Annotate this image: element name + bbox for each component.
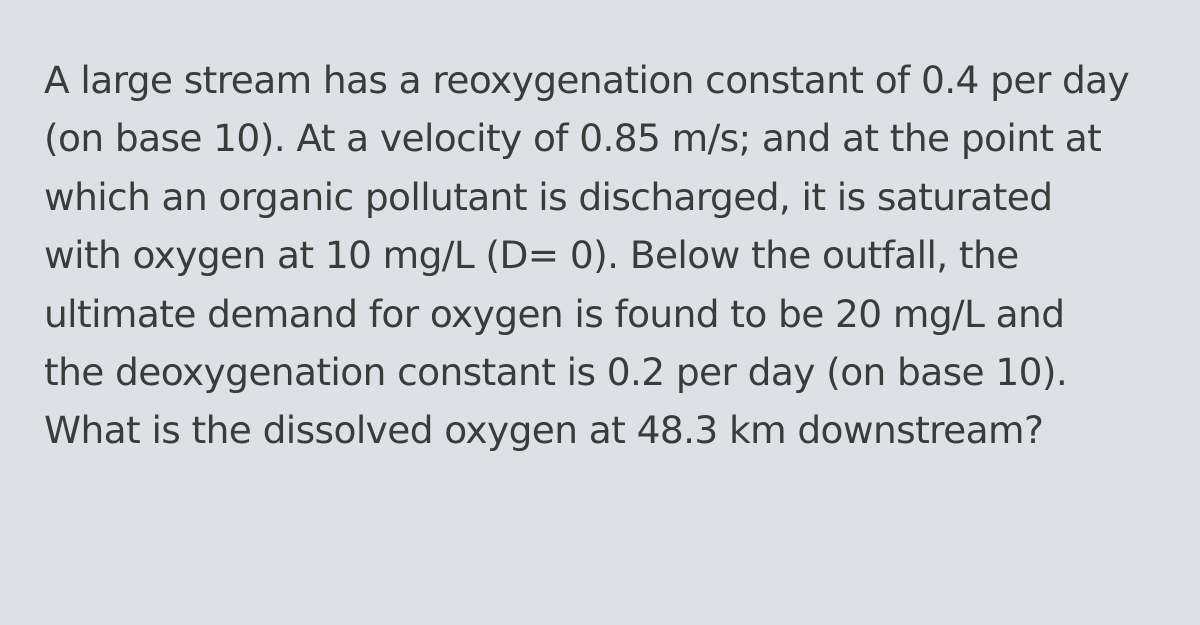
problem-line-2: (on base 10). At a velocity of 0.85 m/s; and at the point at [44, 116, 1102, 161]
problem-line-3: which an organic pollutant is discharged, it is saturated [44, 174, 1053, 219]
problem-line-6: the deoxygenation constant is 0.2 per day (on base 10). [44, 350, 1068, 395]
problem-line-4: with oxygen at 10 mg/L (D= 0). Below the outfall, the [44, 233, 1019, 278]
problem-statement [44, 51, 1194, 460]
problem-line-5: ultimate demand for oxygen is found to be 20 mg/L and [44, 291, 1065, 336]
problem-question: What is the dissolved oxygen at 48.3 km downstream? [44, 408, 1044, 453]
problem-line-1: A large stream has a reoxygenation constant of 0.4 per day [44, 58, 1130, 102]
